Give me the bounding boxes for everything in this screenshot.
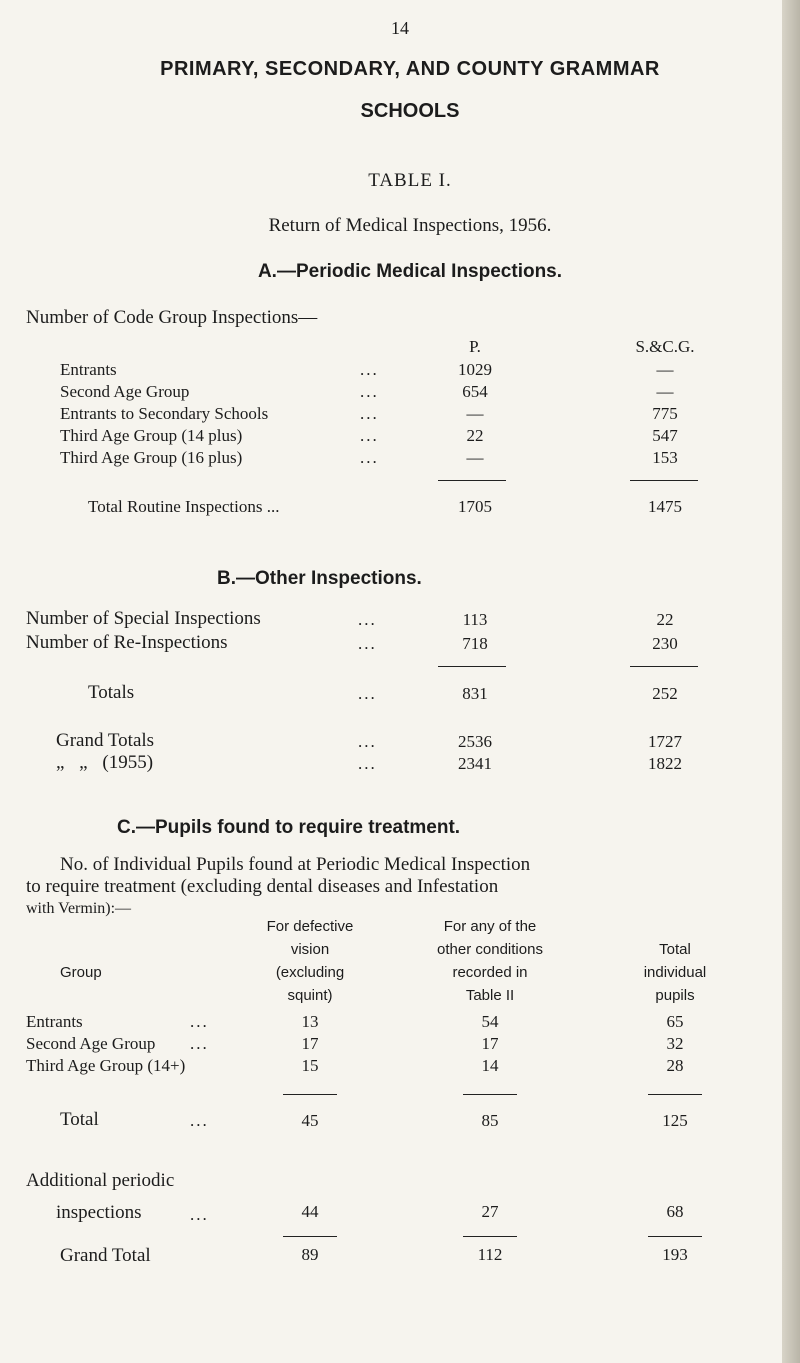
- grand-totals-1955-label: „ „ (1955): [56, 752, 154, 773]
- additional-vision: 44: [301, 1202, 319, 1221]
- header-vision-3: (excluding: [275, 964, 345, 981]
- page-edge-shadow: [782, 0, 800, 1363]
- row-dots: ...: [360, 404, 379, 423]
- header-total-3: pupils: [655, 987, 695, 1004]
- row-value-p: 718: [462, 634, 488, 653]
- row-value-vision: 17: [301, 1034, 319, 1053]
- row-dots: ...: [360, 448, 379, 467]
- additional-total: 68: [666, 1202, 684, 1221]
- section-b-title: B.—Other Inspections.: [217, 568, 422, 589]
- grand-total-label: Grand Total: [60, 1245, 151, 1266]
- row-value-sc: —: [656, 382, 674, 401]
- column-header-p: P.: [469, 337, 481, 356]
- column-header-sc: S.&C.G.: [635, 337, 695, 356]
- header-vision-1: For defective: [266, 918, 354, 935]
- row-value-sc: 547: [652, 426, 678, 445]
- row-label: Second Age Group: [60, 382, 190, 401]
- grand-total-total: 193: [662, 1245, 688, 1264]
- section-a-total-p: 1705: [458, 497, 492, 516]
- row-value-p: 1029: [458, 360, 492, 379]
- row-dots: ...: [190, 1012, 209, 1031]
- section-b-totals-label: Totals: [88, 682, 135, 703]
- sum-rule: [438, 666, 506, 667]
- row-value-sc: 775: [652, 404, 678, 423]
- section-c-total-vision: 45: [301, 1111, 319, 1130]
- additional-other: 27: [481, 1202, 499, 1221]
- sum-rule: [648, 1094, 702, 1095]
- row-value-total: 32: [666, 1034, 684, 1053]
- sum-rule: [630, 666, 698, 667]
- header-other-2: other conditions: [437, 941, 543, 958]
- table-title: TABLE I.: [368, 170, 452, 191]
- row-dots: ...: [358, 754, 377, 773]
- table-subtitle: Return of Medical Inspections, 1956.: [268, 215, 552, 236]
- grand-totals-1955-sc: 1822: [648, 754, 682, 773]
- row-value-total: 28: [666, 1056, 684, 1075]
- grand-totals-1955-p: 2341: [458, 754, 492, 773]
- section-c-intro-line-2: to require treatment (excluding dental diseases and Infestation: [26, 876, 499, 897]
- row-value-p: —: [466, 448, 484, 467]
- row-dots: ...: [358, 684, 377, 703]
- row-value-p: 22: [466, 426, 484, 445]
- row-dots: ...: [358, 610, 377, 629]
- header-total-2: individual: [643, 964, 707, 981]
- row-value-vision: 13: [301, 1012, 319, 1031]
- sum-rule: [283, 1236, 337, 1237]
- additional-label-1: Additional periodic: [26, 1170, 175, 1191]
- row-value-other: 14: [481, 1056, 499, 1075]
- header-total-1: Total: [659, 941, 691, 958]
- row-label: Number of Re-Inspections: [26, 632, 228, 653]
- row-label: Third Age Group (14 plus): [60, 426, 243, 445]
- row-dots: ...: [360, 382, 379, 401]
- row-label: Third Age Group (16 plus): [60, 448, 243, 467]
- row-label: Entrants to Secondary Schools: [60, 404, 269, 423]
- header-other-1: For any of the: [443, 918, 537, 935]
- section-b-totals-p: 831: [462, 684, 488, 703]
- section-c-title: C.—Pupils found to require treatment.: [117, 817, 461, 838]
- grand-total-vision: 89: [301, 1245, 319, 1264]
- sum-rule: [648, 1236, 702, 1237]
- row-dots: ...: [358, 732, 377, 751]
- row-dots: ...: [190, 1111, 209, 1130]
- row-label: Entrants: [26, 1012, 83, 1031]
- heading-line-2: SCHOOLS: [360, 100, 460, 122]
- sum-rule: [630, 480, 698, 481]
- section-c-intro-line-3: with Vermin):—: [26, 900, 132, 917]
- grand-totals-label: Grand Totals: [56, 730, 155, 751]
- heading-line-1: PRIMARY, SECONDARY, AND COUNTY GRAMMAR: [160, 58, 660, 80]
- row-dots: ...: [190, 1034, 209, 1053]
- grand-total-other: 112: [477, 1245, 503, 1264]
- row-value-p: 113: [462, 610, 488, 629]
- row-value-vision: 15: [301, 1056, 319, 1075]
- sum-rule: [463, 1094, 517, 1095]
- header-group: Group: [60, 964, 102, 981]
- section-a-intro: Number of Code Group Inspections—: [26, 307, 318, 328]
- grand-totals-sc: 1727: [648, 732, 682, 751]
- section-a-title: A.—Periodic Medical Inspections.: [257, 261, 563, 282]
- page-number: 14: [391, 18, 409, 38]
- section-c-total-other: 85: [481, 1111, 499, 1130]
- row-label: Number of Special Inspections: [26, 608, 261, 629]
- section-b-totals-sc: 252: [652, 684, 678, 703]
- header-other-3: recorded in: [452, 964, 528, 981]
- section-a-total-sc: 1475: [648, 497, 682, 516]
- section-c-total-total: 125: [662, 1111, 688, 1130]
- row-dots: ...: [360, 360, 379, 379]
- header-vision-2: vision: [290, 941, 330, 958]
- row-value-other: 17: [481, 1034, 499, 1053]
- sum-rule: [438, 480, 506, 481]
- row-dots: ...: [360, 426, 379, 445]
- section-c-intro-line-1: No. of Individual Pupils found at Periodic Medical Inspection: [60, 854, 531, 875]
- row-value-sc: 153: [652, 448, 678, 467]
- row-label: Third Age Group (14+): [26, 1056, 186, 1075]
- row-value-p: 654: [462, 382, 488, 401]
- header-other-4: Table II: [465, 987, 515, 1004]
- header-vision-4: squint): [287, 987, 333, 1004]
- row-value-other: 54: [481, 1012, 499, 1031]
- row-label: Second Age Group: [26, 1034, 156, 1053]
- sum-rule: [463, 1236, 517, 1237]
- section-c-total-label: Total: [60, 1109, 99, 1130]
- row-value-sc: 22: [656, 610, 674, 629]
- row-value-p: —: [466, 404, 484, 423]
- section-a-total-label: Total Routine Inspections ...: [88, 497, 280, 516]
- row-dots: ...: [358, 634, 377, 653]
- row-label: Entrants: [60, 360, 117, 379]
- row-value-total: 65: [666, 1012, 684, 1031]
- row-value-sc: —: [656, 360, 674, 379]
- grand-totals-p: 2536: [458, 732, 492, 751]
- row-dots: ...: [190, 1205, 209, 1224]
- additional-label-2: inspections: [56, 1202, 142, 1223]
- sum-rule: [283, 1094, 337, 1095]
- row-value-sc: 230: [652, 634, 678, 653]
